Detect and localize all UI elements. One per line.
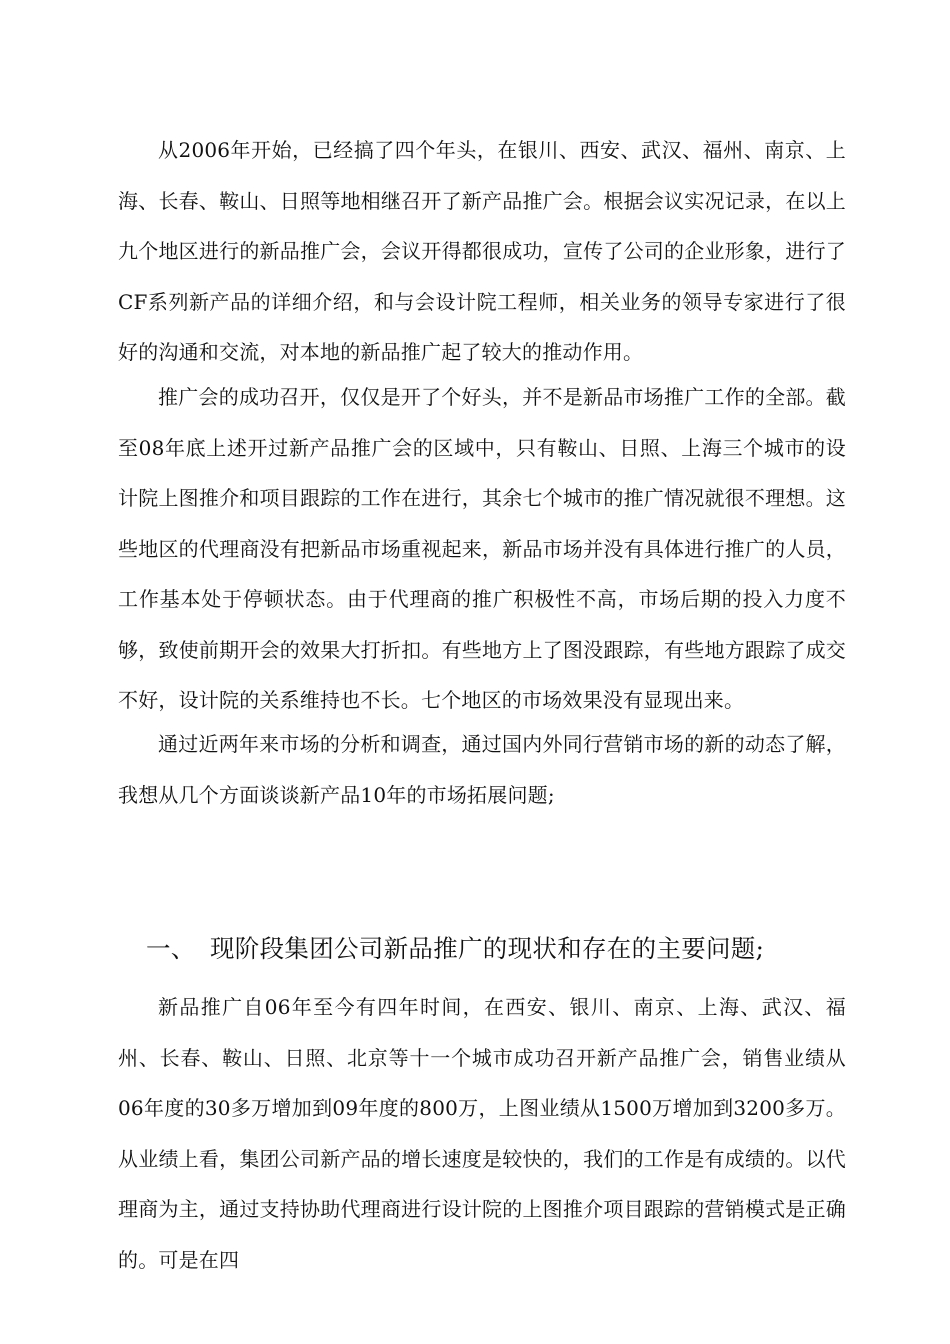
section-paragraph: 新品推广自06年至今有四年时间，在西安、银川、南京、上海、武汉、福州、长春、鞍山、日照、北京等十一个城市成功召开新产品推广会，销售业绩从06年度的30多万增加到09年度的800万，上图业绩从1500万增加到3200多万。从业绩上看，集团公司新产品的增长速度是较快的，我们的工作是有成绩的。以代理商为主，通过支持协助代理商进行设计院的上图推介项目跟踪的营销模式是正确的。可是在四 [118,995,846,1272]
intro-paragraph-2: 推广会的成功召开，仅仅是开了个好头，并不是新品市场推广工作的全部。截至08年底上述开过新产品推广会的区域中，只有鞍山、日照、上海三个城市的设计院上图推介和项目跟踪的工作在进行，其余七个城市的推广情况就很不理想。这些地区的代理商没有把新品市场重视起来，新品市场并没有具体进行推广的人员，工作基本处于停顿状态。由于代理商的推广积极性不高，市场后期的投入力度不够，致使前期开会的效果大打折扣。有些地方上了图没跟踪，有些地方跟踪了成交不好，设计院的关系维持也不长。七个地区的市场效果没有显现出来。 [118,385,846,712]
section-title: 现阶段集团公司新品推广的现状和存在的主要问题; [210,934,765,963]
intro-paragraph-1: 从2006年开始，已经搞了四个年头，在银川、西安、武汉、福州、南京、上海、长春、鞍山、日照等地相继召开了新产品推广会。根据会议实况记录，在以上九个地区进行的新品推广会，会议开得都很成功，宣传了公司的企业形象，进行了CF系列新产品的详细介绍，和与会设计院工程师，相关业务的领导专家进行了很好的沟通和交流，对本地的新品推广起了较大的推动作用。 [118,138,846,364]
intro-paragraph-3: 通过近两年来市场的分析和调查，通过国内外同行营销市场的新的动态了解，我想从几个方面谈谈新产品10年的市场拓展问题; [118,732,846,807]
section-number: 一、 [146,934,196,963]
section-heading [146,924,866,974]
